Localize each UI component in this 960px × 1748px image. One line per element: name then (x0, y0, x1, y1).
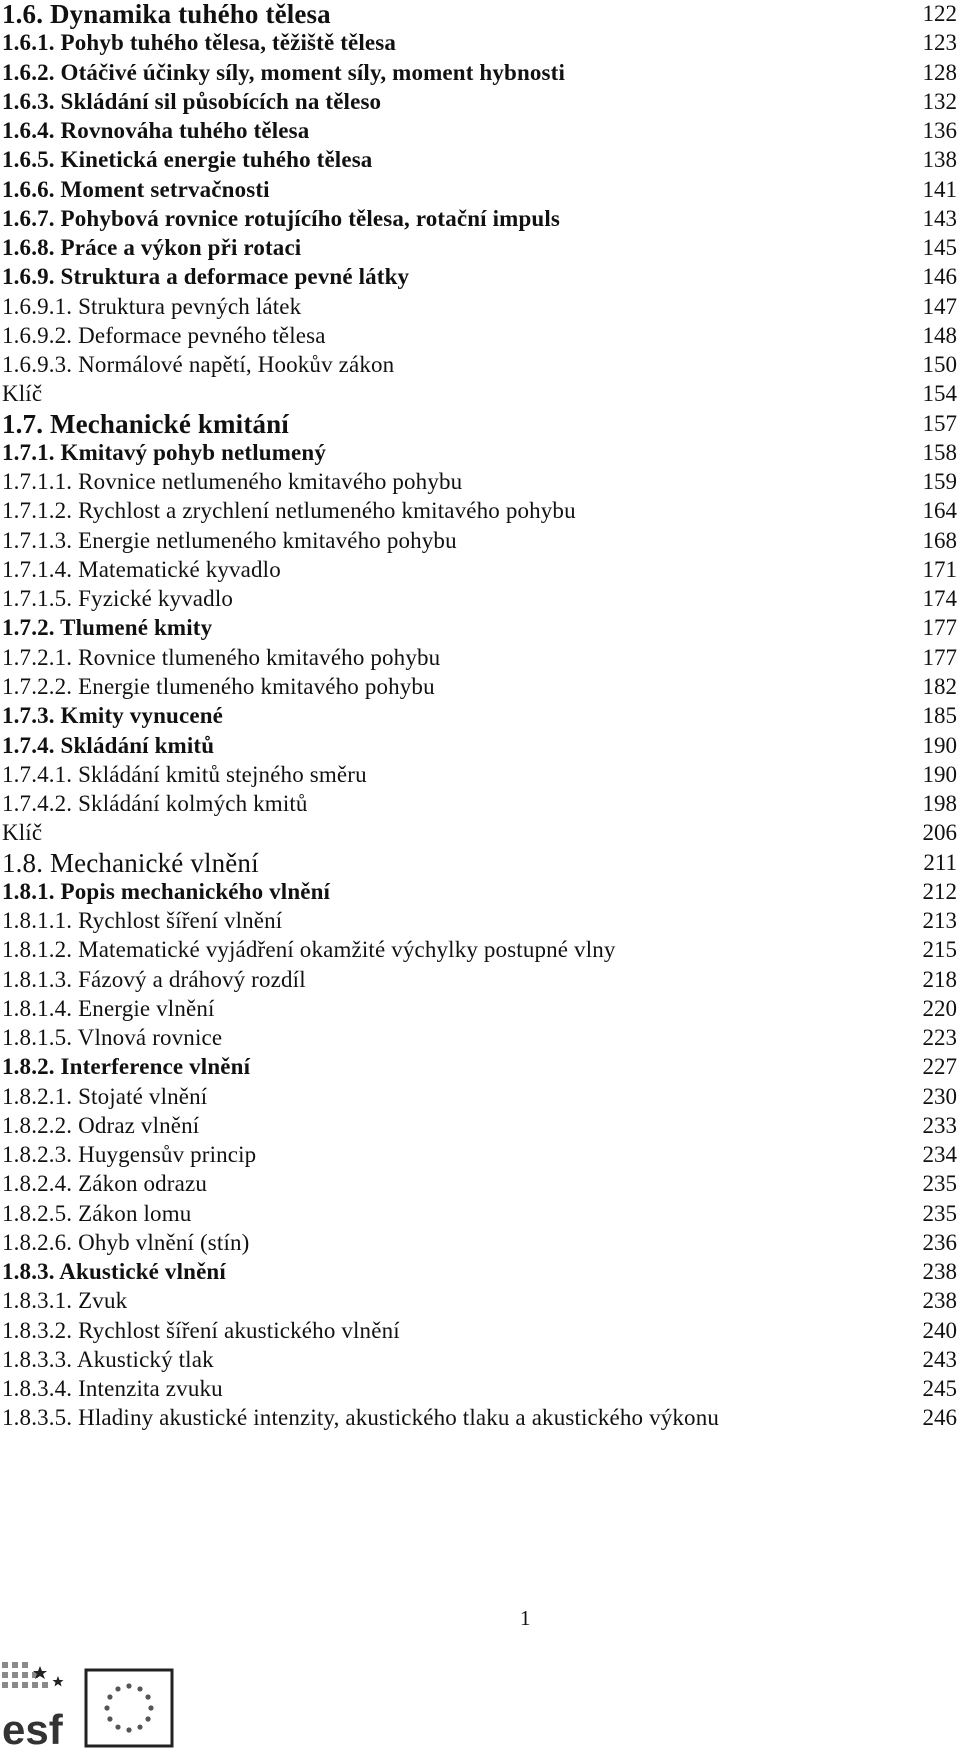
toc-entry-title: 1.8.3.3. Akustický tlak (2, 1346, 214, 1372)
toc-entry-page: 132 (922, 88, 957, 114)
toc-entry (2, 291, 957, 323)
toc-entry-page: 190 (922, 761, 957, 787)
eu-star-icon (115, 1724, 120, 1729)
eu-star-icon (126, 1683, 131, 1688)
toc-entry (2, 700, 957, 732)
toc-entry-title: 1.6.7. Pohybová rovnice rotujícího tělesa, rotační impuls (2, 205, 560, 231)
toc-entry-title: 1.6.6. Moment setrvačnosti (2, 176, 270, 202)
eu-star-icon (115, 1686, 120, 1691)
toc-entry (2, 495, 957, 527)
toc-entry (2, 1168, 957, 1200)
toc-entry-title: 1.8.2.5. Zákon lomu (2, 1200, 192, 1226)
toc-entry-page: 168 (922, 527, 957, 553)
page-number: 1 (520, 1606, 531, 1630)
toc-entry (2, 525, 957, 557)
toc-entry (2, 349, 957, 381)
toc-entry-page: 238 (922, 1259, 957, 1285)
toc-entry-title: 1.7. Mechanické kmitání (2, 408, 289, 439)
toc-entry (2, 86, 957, 118)
toc-entry-title: 1.6. Dynamika tuhého tělesa (2, 0, 331, 29)
toc-entry (2, 0, 957, 30)
toc-entry (2, 1373, 957, 1405)
toc-entry-page: 138 (922, 147, 957, 173)
toc-entry-title: 1.8.2.4. Zákon odrazu (2, 1171, 207, 1197)
toc-entry-page: 146 (922, 264, 957, 290)
toc-entry (2, 1081, 957, 1113)
toc-entry-page: 145 (922, 235, 957, 261)
toc-entry-page: 128 (922, 59, 957, 85)
toc-entry-page: 227 (922, 1054, 957, 1080)
toc-entry-title: 1.8.2. Interference vlnění (2, 1054, 251, 1080)
toc-entry-page: 177 (922, 615, 957, 641)
toc-entry (2, 1022, 957, 1054)
toc-entry-title: 1.7.4.1. Skládání kmitů stejného směru (2, 761, 367, 787)
eu-star-icon (137, 1724, 142, 1729)
toc-entry-page: 177 (922, 644, 957, 670)
toc-entry (2, 57, 957, 89)
toc-entry-page: 215 (922, 937, 957, 963)
toc-entry-page: 154 (922, 381, 957, 407)
toc-entry-page: 141 (922, 176, 957, 202)
toc-entry (2, 1344, 957, 1376)
toc-entry-page: 157 (922, 410, 957, 436)
toc-entry-page: 159 (922, 469, 957, 495)
toc-entry (2, 554, 957, 586)
toc-entry-title: Klíč (2, 381, 43, 407)
toc-entry-title: 1.8.1.5. Vlnová rovnice (2, 1025, 223, 1051)
toc-entry-title: 1.8.3.2. Rychlost šíření akustického vlnění (2, 1317, 400, 1343)
toc-entry (2, 934, 957, 966)
eu-star-icon (145, 1716, 150, 1721)
toc-entry-page: 218 (922, 966, 957, 992)
toc-entry-title: 1.7.1.2. Rychlost a zrychlení netlumeného kmitavého pohybu (2, 498, 576, 524)
toc-entry (2, 1051, 957, 1083)
toc-entry (2, 583, 957, 615)
toc-entry (2, 759, 957, 791)
toc-entry (2, 730, 957, 762)
toc-entry-page: 233 (922, 1112, 957, 1138)
toc-entry (2, 1285, 957, 1317)
toc-entry-title: 1.8.3.5. Hladiny akustické intenzity, akustického tlaku a akustického výkonu (2, 1405, 719, 1431)
toc-entry-title: 1.7.2. Tlumené kmity (2, 615, 213, 641)
toc-entry-title: 1.7.4.2. Skládání kolmých kmitů (2, 791, 308, 817)
eu-star-icon (148, 1705, 153, 1710)
toc-entry (2, 437, 957, 469)
toc-entry-title: 1.7.1.3. Energie netlumeného kmitavého pohybu (2, 527, 457, 553)
toc-entry-title: 1.8.1.3. Fázový a dráhový rozdíl (2, 966, 306, 992)
toc-entry-page: 136 (922, 118, 957, 144)
eu-star-icon (107, 1716, 112, 1721)
toc-entry-title: 1.6.9.2. Deformace pevného tělesa (2, 322, 326, 348)
toc-entry (2, 1110, 957, 1142)
toc-entry-title: 1.6.4. Rovnováha tuhého tělesa (2, 118, 310, 144)
toc-entry-title: 1.6.9.1. Struktura pevných látek (2, 293, 302, 319)
toc-entry (2, 466, 957, 498)
eu-star-icon (104, 1705, 109, 1710)
footer-logos (0, 1660, 200, 1748)
toc-entry (2, 1227, 957, 1259)
toc-entry-title: 1.6.5. Kinetická energie tuhého tělesa (2, 147, 373, 173)
toc-entry-title: 1.6.3. Skládání sil působících na těleso (2, 88, 382, 114)
toc-entry-page: 182 (922, 673, 957, 699)
toc-entry-page: 245 (922, 1376, 957, 1402)
toc-entry (2, 876, 957, 908)
toc-entry-title: 1.7.2.1. Rovnice tlumeného kmitavého pohybu (2, 644, 441, 670)
toc-entry-page: 230 (922, 1083, 957, 1109)
toc-entry-page: 223 (922, 1025, 957, 1051)
toc-entry-page: 171 (922, 556, 957, 582)
toc-entry-page: 243 (922, 1346, 957, 1372)
toc-entry-page: 212 (922, 878, 957, 904)
toc-entry-page: 211 (923, 849, 957, 875)
toc-entry-title: 1.8.2.1. Stojaté vlnění (2, 1083, 208, 1109)
toc-entry (2, 27, 957, 59)
toc-entry-title: 1.8.2.3. Huygensův princip (2, 1142, 257, 1168)
toc-entry-page: 122 (922, 1, 957, 26)
toc-entry-page: 185 (922, 703, 957, 729)
toc-entry (2, 905, 957, 937)
toc-entry (2, 232, 957, 264)
toc-entry-title: 1.6.2. Otáčivé účinky síly, moment síly, moment hybnosti (2, 59, 565, 85)
eu-star-icon (145, 1694, 150, 1699)
toc-entry-page: 234 (922, 1142, 957, 1168)
eu-star-icon (126, 1727, 131, 1732)
toc-entry (2, 993, 957, 1025)
eu-flag-icon (86, 1670, 172, 1746)
toc-entry-page: 206 (922, 820, 957, 846)
toc-entry (2, 378, 957, 410)
toc-entry-title: 1.8.3. Akustické vlnění (2, 1259, 226, 1285)
toc-entry-title: 1.8.1.1. Rychlost šíření vlnění (2, 908, 283, 934)
toc-entry-page: 158 (922, 439, 957, 465)
toc-entry-page: 236 (922, 1229, 957, 1255)
toc-entry (2, 612, 957, 644)
toc-entry-page: 246 (922, 1405, 957, 1431)
toc-entry-title: 1.7.1.4. Matematické kyvadlo (2, 556, 281, 582)
toc-entry-page: 238 (922, 1288, 957, 1314)
toc-entry-page: 198 (922, 791, 957, 817)
toc-entry-title: Klíč (2, 820, 43, 846)
esf-logo-text: esf (2, 1706, 63, 1748)
toc-entry-title: 1.6.9. Struktura a deformace pevné látky (2, 264, 410, 290)
toc-entry (2, 1315, 957, 1347)
toc-entry (2, 1256, 957, 1288)
toc-entry-title: 1.8.1.4. Energie vlnění (2, 995, 215, 1021)
toc-entry-page: 235 (922, 1200, 957, 1226)
toc-entry (2, 144, 957, 176)
toc-entry-page: 190 (922, 732, 957, 758)
toc-entry (2, 964, 957, 996)
toc-entry (2, 671, 957, 703)
toc-entry-title: 1.7.1.1. Rovnice netlumeného kmitavého pohybu (2, 469, 463, 495)
toc-entry-page: 220 (922, 995, 957, 1021)
toc-entry-page: 164 (922, 498, 957, 524)
toc-entry-title: 1.7.3. Kmity vynucené (2, 703, 223, 729)
toc-entry (2, 847, 957, 879)
toc-entry (2, 817, 957, 849)
toc-entry-title: 1.6.1. Pohyb tuhého tělesa, těžiště tělesa (2, 30, 397, 56)
eu-star-icon (137, 1686, 142, 1691)
toc-entry-page: 240 (922, 1317, 957, 1343)
toc-entry (2, 203, 957, 235)
toc-entry-title: 1.8.2.2. Odraz vlnění (2, 1112, 200, 1138)
toc-entry-title: 1.8.1. Popis mechanického vlnění (2, 878, 331, 904)
toc-entry-page: 174 (922, 586, 957, 612)
toc-entry (2, 1139, 957, 1171)
toc-entry (2, 408, 957, 440)
toc-entry-page: 147 (922, 293, 957, 319)
toc-entry-page: 143 (922, 205, 957, 231)
toc-entry (2, 1402, 957, 1434)
toc-entry (2, 788, 957, 820)
toc-entry-title: 1.6.8. Práce a výkon při rotaci (2, 235, 302, 261)
toc-entry (2, 642, 957, 674)
toc-entry-page: 213 (922, 908, 957, 934)
eu-star-icon (107, 1694, 112, 1699)
toc-entry (2, 261, 957, 293)
toc-entry (2, 115, 957, 147)
toc-entry (2, 320, 957, 352)
esf-logo-icon (0, 1660, 70, 1748)
toc-entry-title: 1.8.3.4. Intenzita zvuku (2, 1376, 223, 1402)
toc-entry-title: 1.8.3.1. Zvuk (2, 1288, 128, 1314)
toc-entry-title: 1.8.1.2. Matematické vyjádření okamžité výchylky postupné vlny (2, 937, 616, 963)
toc-entry-title: 1.7.1.5. Fyzické kyvadlo (2, 586, 234, 612)
toc-entry-title: 1.7.4. Skládání kmitů (2, 732, 215, 758)
toc-entry (2, 1198, 957, 1230)
toc-entry-title: 1.8. Mechanické vlnění (2, 847, 259, 878)
toc-entry (2, 174, 957, 206)
toc-entry-page: 235 (922, 1171, 957, 1197)
toc-entry-page: 148 (922, 322, 957, 348)
toc-entry-title: 1.6.9.3. Normálové napětí, Hookův zákon (2, 352, 395, 378)
toc-entry-page: 150 (922, 352, 957, 378)
toc-entry-page: 123 (922, 30, 957, 56)
toc-entry-title: 1.7.1. Kmitavý pohyb netlumený (2, 439, 326, 465)
toc-entry-title: 1.8.2.6. Ohyb vlnění (stín) (2, 1229, 250, 1255)
toc-entry-title: 1.7.2.2. Energie tlumeného kmitavého pohybu (2, 673, 435, 699)
